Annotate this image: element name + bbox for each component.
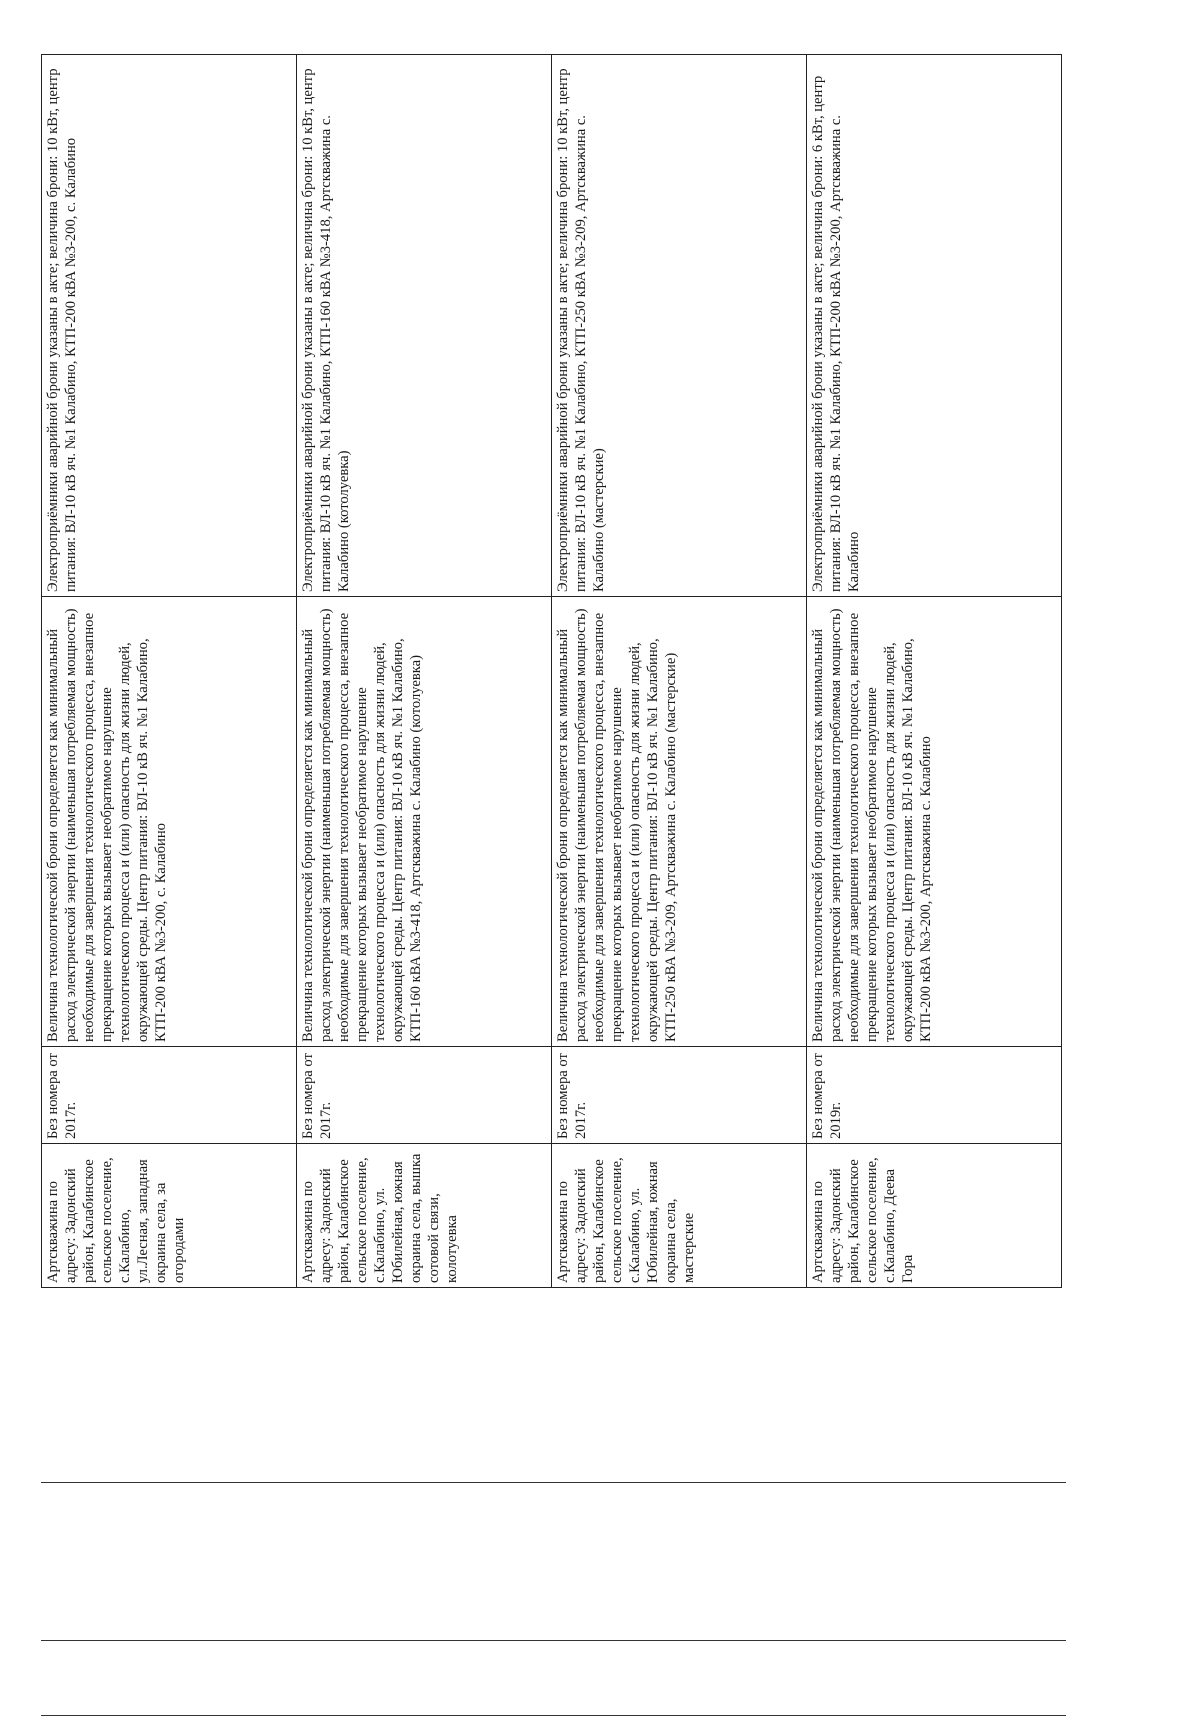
emergency-reserve-cell: Электроприёмники аварийной брони указаны в акте; величина брони: 10 кВт, центр питания: ВЛ-10 кВ яч. №1 Калабино, КТП-250 кВА №3-209, Артскважина с. Калабино (мастерские) [552,55,807,597]
emergency-reserve-cell: Электроприёмники аварийной брони указаны в акте; величина брони: 6 кВт, центр питания: ВЛ-10 кВ яч. №1 Калабино, КТП-200 кВА №3-200, Артскважина с. Калабино [807,55,1062,597]
object-address-cell: Артскважина по адресу: Задонский район, Калабинское сельское поселение, с.Калабино, Деева Гора [807,1144,1062,1288]
tech-reserve-cell: Величина технологической брони определяется как минимальный расход электрической энергии (наименьшая потребляемая мощность) необходимые для завершения технологического процесса, внезапное прекращение которых вызывает необратимое нарушение технологического процесса и (или) опасность для жизни людей, окружающей среды. Центр питания: ВЛ-10 кВ яч. №1 Калабино, КТП-160 кВА №3-418, Артскважина с. Калабино (котолуевка) [297,597,552,1047]
table-row [297,55,552,1288]
rotated-table-block [41,55,1061,1288]
tech-reserve-cell: Величина технологической брони определяется как минимальный расход электрической энергии (наименьшая потребляемая мощность) необходимые для завершения технологического процесса, внезапное прекращение которых вызывает необратимое нарушение технологического процесса и (или) опасность для жизни людей, окружающей среды. Центр питания: ВЛ-10 кВ яч. №1 Калабино, КТП-200 кВА №3-200, Артскважина с. Калабино [807,597,1062,1047]
emergency-reserve-cell: Электроприёмники аварийной брони указаны в акте; величина брони: 10 кВт, центр питания: ВЛ-10 кВ яч. №1 Калабино, КТП-200 кВА №3-200, с. Калабино [42,55,297,597]
object-address-cell: Артскважина по адресу: Задонский район, Калабинское сельское поселение, с.Калабино, ул.Лесная, западная окраина села, за огородами [42,1144,297,1288]
tech-reserve-cell: Величина технологической брони определяется как минимальный расход электрической энергии (наименьшая потребляемая мощность) необходимые для завершения технологического процесса, внезапное прекращение которых вызывает необратимое нарушение технологического процесса и (или) опасность для жизни людей, окружающей среды. Центр питания: ВЛ-10 кВ яч. №1 Калабино, КТП-250 кВА №3-209, Артскважина с. Калабино (мастерские) [552,597,807,1047]
object-address-cell: Артскважина по адресу: Задонский район, Калабинское сельское поселение, с.Калабино, ул. Юбилейная, южная окраина села, мастерские [552,1144,807,1288]
table-row [42,55,297,1288]
act-document-cell: Без номера от 2017г. [552,1047,807,1144]
tech-reserve-cell: Величина технологической брони определяется как минимальный расход электрической энергии (наименьшая потребляемая мощность) необходимые для завершения технологического процесса, внезапное прекращение которых вызывает необратимое нарушение технологического процесса и (или) опасность для жизни людей, окружающей среды. Центр питания: ВЛ-10 кВ яч. №1 Калабино, КТП-200 кВА №3-200, с. Калабино [42,597,297,1047]
signature-line [41,1640,1066,1641]
act-document-cell: Без номера от 2017г. [42,1047,297,1144]
reserve-table [41,54,1062,1288]
table-row [552,55,807,1288]
emergency-reserve-cell: Электроприёмники аварийной брони указаны в акте; величина брони: 10 кВт, центр питания: ВЛ-10 кВ яч. №1 Калабино, КТП-160 кВА №3-418, Артскважина с. Калабино (котолуевка) [297,55,552,597]
table-row [807,55,1062,1288]
act-document-cell: Без номера от 2019г. [807,1047,1062,1144]
act-document-cell: Без номера от 2017г. [297,1047,552,1144]
signature-line [41,1482,1066,1483]
object-address-cell: Артскважина по адресу: Задонский район, Калабинское сельское поселение, с.Калабино, ул. Юбилейная, южная окраина села, вышка сотовой связи, колотуевка [297,1144,552,1288]
